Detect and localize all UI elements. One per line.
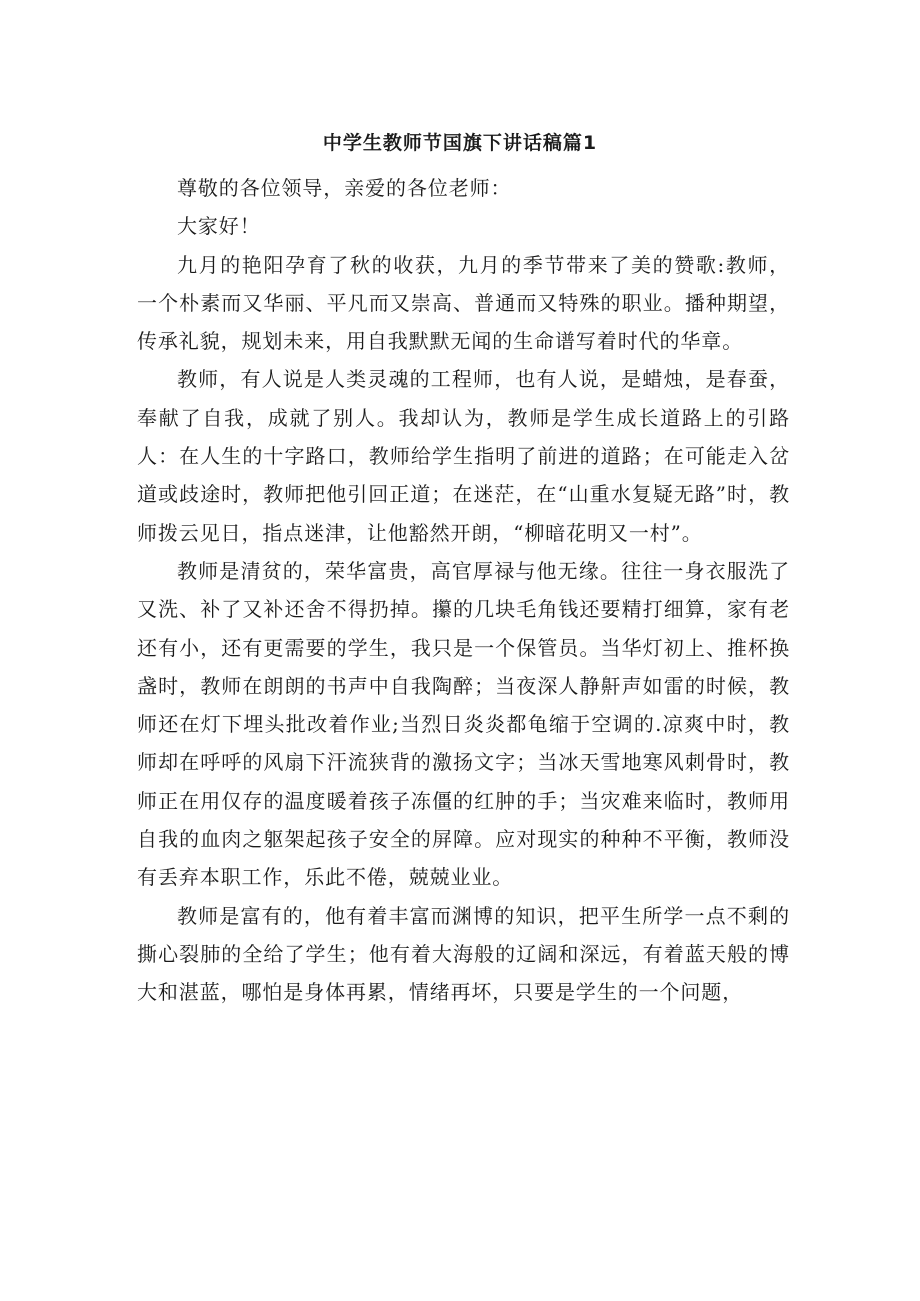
paragraph-humble: 教师是清贫的，荣华富贵，高官厚禄与他无缘。往往一身衣服洗了又洗、补了又补还舍不得扔掉。攥的几块毛角钱还要精打细算，家有老还有小，还有更需要的学生，我只是一个保管员。当华灯初上、推杯换盏时，教师在朗朗的书声中自我陶醉；当夜深人静鼾声如雷的时候，教师还在灯下埋头批改着作业;当烈日炎炎都龟缩于空调的.凉爽中时，教师却在呼呼的风扇下汗流狭背的激扬文字；当冰天雪地寒风刺骨时，教师正在用仅存的温度暖着孩子冻僵的红肿的手；当灾难来临时，教师用自我的血肉之躯架起孩子安全的屏障。应对现实的种种不平衡，教师没有丢弃本职工作，乐此不倦，兢兢业业。: [137, 558, 790, 890]
paragraph-greeting: 大家好！: [177, 214, 261, 239]
document-body: [137, 169, 790, 1012]
document-title: 中学生教师节国旗下讲话稿篇1: [322, 132, 598, 154]
paragraph-intro: 九月的艳阳孕育了秋的收获，九月的季节带来了美的赞歌:教师，一个朴素而又华丽、平凡而又崇高、普通而又特殊的职业。播种期望，传承礼貌，规划未来，用自我默默无闻的生命谱写着时代的华章。: [137, 252, 790, 354]
paragraph-salutation: 尊敬的各位领导，亲爱的各位老师：: [177, 176, 512, 200]
paragraph-guide: 教师，有人说是人类灵魂的工程师，也有人说，是蜡烛，是春蚕，奉献了自我，成就了别人。我却认为，教师是学生成长道路上的引路人：在人生的十字路口，教师给学生指明了前进的道路；在可能走入岔道或歧途时，教师把他引回正道；在迷茫，在“山重水复疑无路”时，教师拨云见日，指点迷津，让他豁然开朗，“柳暗花明又一村”。: [137, 367, 790, 545]
paragraph-rich: 教师是富有的，他有着丰富而渊博的知识，把平生所学一点不剩的撕心裂肺的全给了学生；他有着大海般的辽阔和深远，有着蓝天般的博大和湛蓝，哪怕是身体再累，情绪再坏，只要是学生的一个问题，: [137, 903, 790, 1005]
